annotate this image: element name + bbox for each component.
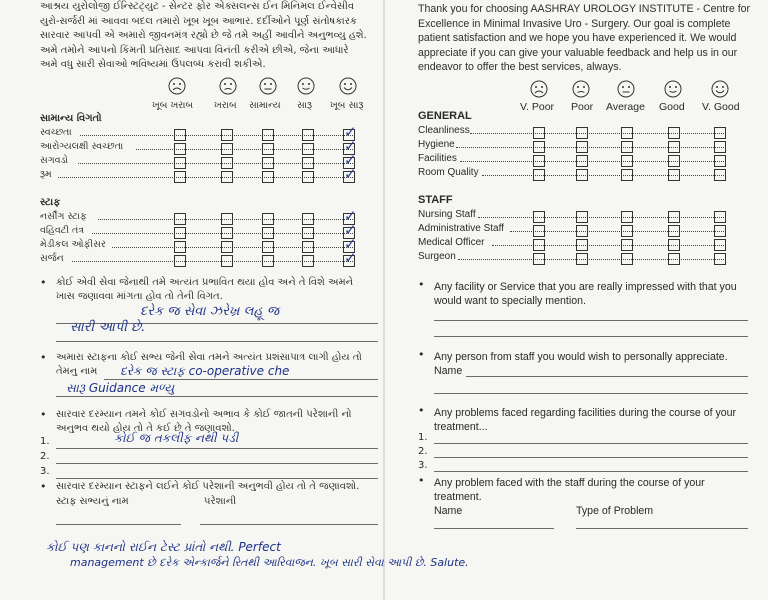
bullet-icon: • [40, 480, 47, 493]
very-happy-face-icon [339, 77, 357, 95]
general-row-label: રૂમ [40, 169, 52, 180]
rating-checkbox[interactable] [262, 129, 274, 141]
answer-line [434, 336, 748, 337]
rating-checkbox[interactable] [262, 143, 274, 155]
rating-checkbox[interactable] [174, 227, 186, 239]
q2-text: અમારા સ્ટાફના કોઈ સભ્ય જેની સેવા તમને અત્યંત પ્રશંસાપાત્ર લાગી હોય તો તેમનુ નામ [56, 352, 362, 377]
rating-checkbox[interactable] [262, 227, 274, 239]
intro-line: Excellence in Minimal Invasive Uro - Surgery. Our goal is complete [418, 17, 731, 30]
q3-answer-handwriting: કોઈ જ તકલીફ નથી પડી [114, 431, 239, 445]
dotted-leader [470, 133, 726, 134]
happy-face-icon [664, 80, 682, 98]
dotted-leader [136, 149, 355, 150]
staff-row-label: Medical Officer [418, 237, 485, 248]
staff-row-label: સર્જન [40, 253, 64, 264]
q4-text: Any problem faced with the staff during the course of your treatment. [434, 477, 705, 503]
dotted-leader [112, 247, 355, 248]
neutral-face-icon [617, 80, 635, 98]
staff-row-label: મેડીકલ ઓફીસર [40, 239, 106, 250]
checkmark-icon: ✓ [344, 207, 357, 225]
staff-row-label: Surgeon [418, 251, 456, 262]
rating-checkbox[interactable] [262, 213, 274, 225]
rating-checkbox[interactable] [221, 129, 233, 141]
dotted-leader [482, 175, 726, 176]
rating-checkbox[interactable] [621, 253, 633, 265]
rating-checkbox[interactable] [174, 241, 186, 253]
rating-checkbox[interactable] [221, 143, 233, 155]
checkmark-icon: ✓ [344, 249, 357, 267]
general-row-label: સ્વચ્છતા [40, 127, 72, 138]
intro-line: endeavor to offer the best services, always. [418, 61, 622, 74]
rating-checkbox[interactable] [576, 253, 588, 265]
sad-face-icon [572, 80, 590, 98]
general-section-title: GENERAL [418, 110, 472, 122]
rating-checkbox[interactable] [714, 211, 726, 223]
rating-checkbox[interactable] [668, 225, 680, 237]
list-number: 1. [418, 432, 428, 443]
general-row-label: Facilities [418, 153, 457, 164]
rating-checkbox[interactable] [668, 211, 680, 223]
rating-checkbox[interactable] [302, 227, 314, 239]
rating-checkbox[interactable] [174, 171, 186, 183]
general-section-title: સામાન્ય વિગતો [40, 113, 102, 124]
rating-checkbox[interactable] [576, 169, 588, 181]
dotted-leader [492, 245, 726, 246]
rating-checkbox[interactable] [621, 211, 633, 223]
general-row-label: આરોગ્યલક્ષી સ્વચ્છતા [40, 141, 124, 152]
list-number: 2. [418, 446, 428, 457]
q2-text: Any person from staff you would wish to personally appreciate. Name [434, 351, 728, 377]
staff-row-label: નર્સીંગ સ્ટાફ [40, 211, 87, 222]
rating-checkbox[interactable] [302, 171, 314, 183]
answer-line [56, 396, 378, 397]
rating-checkbox[interactable] [714, 239, 726, 251]
rating-label-average: સામાન્ય [249, 100, 281, 111]
checkmark-icon: ✓ [344, 123, 357, 141]
checkmark-icon: ✓ [344, 137, 357, 155]
rating-checkbox[interactable] [533, 239, 545, 251]
rating-checkbox[interactable] [668, 239, 680, 251]
dotted-leader [460, 161, 726, 162]
rating-checkbox[interactable] [621, 225, 633, 237]
staff-row-label: Nursing Staff [418, 209, 476, 220]
bullet-icon: • [40, 408, 47, 421]
staff-row-label: વહિવટી તંત્ર [40, 225, 85, 236]
answer-line [466, 376, 748, 377]
list-number: 1. [40, 436, 50, 447]
intro-line: યુરો-સર્જરી માં આવવા બદલ તમારો ખૂબ ખૂબ આભાર. દર્દીઓને પૂર્ણ સંતોષકારક [40, 15, 357, 27]
rating-checkbox[interactable] [621, 169, 633, 181]
rating-checkbox[interactable] [174, 129, 186, 141]
bullet-icon: • [418, 278, 425, 291]
rating-checkbox[interactable] [533, 141, 545, 153]
rating-checkbox[interactable] [668, 141, 680, 153]
answer-line [434, 393, 748, 394]
rating-checkbox[interactable] [221, 227, 233, 239]
rating-checkbox[interactable] [533, 253, 545, 265]
bullet-icon: • [418, 474, 425, 487]
answer-line [434, 320, 748, 321]
very-happy-face-icon [711, 80, 729, 98]
rating-checkbox[interactable] [302, 157, 314, 169]
checkmark-icon: ✓ [344, 151, 357, 169]
answer-line [434, 471, 748, 472]
general-row-label: Cleanliness [418, 125, 470, 136]
bottom-note-handwriting: કોઈ પણ કાનનો રાઈન ટેસ્ટ પ્રાંતો નથી. Perfect [46, 540, 281, 554]
rating-checkbox[interactable] [262, 255, 274, 267]
intro-line: patient satisfaction and we hope you have experienced it. We would [418, 32, 737, 45]
rating-checkbox[interactable] [533, 211, 545, 223]
answer-line [576, 528, 748, 529]
staff-member-name-label: સ્ટાફ સભ્યનું નામ [56, 496, 129, 507]
very-sad-face-icon [168, 77, 186, 95]
rating-checkbox[interactable] [302, 213, 314, 225]
q1-answer-handwriting: દરેક જ સેવા ઝરેખ્ર લહૂ જ [140, 304, 280, 319]
intro-line: અમે તમોને આપનો કિંમતી પ્રતિસાદ આપવા વિનંતી કરીએ છીએ, જેના આધારે [40, 44, 349, 56]
english-intro [418, 2, 758, 75]
rating-checkbox[interactable] [714, 169, 726, 181]
general-row-label: સગવડો [40, 155, 69, 166]
staff-section-title: STAFF [418, 194, 453, 206]
q1-text: કોઈ એવી સેવા જેનાથી તમે અત્યંત પ્રભાવિત થયા હોવ અને તે વિશે અમને ખાસ જણાવવા માંગતા હોવ તો તેની વિગત. [56, 277, 354, 302]
answer-line [434, 443, 748, 444]
answer-line [56, 341, 378, 342]
rating-checkbox[interactable] [714, 253, 726, 265]
intro-line: અમે વધુ સારી સેવાઓ ભવિષ્યમાં ઉપલબ્ધ કરાવી શકીએ. [40, 59, 266, 70]
rating-checkbox[interactable] [668, 169, 680, 181]
rating-label-poor: Poor [571, 101, 594, 113]
q2-answer-handwriting: સારૂ Guidance મળ્યુ [66, 381, 175, 395]
rating-checkbox[interactable] [302, 255, 314, 267]
checkmark-icon: ✓ [344, 221, 357, 239]
rating-checkbox[interactable] [576, 127, 588, 139]
intro-line: સારવાર આપવી એ અમારો જીવનમંત્ર રહ્યો છે જે તમે અહીં આવીને અનુભવ્યુ હશે. [40, 30, 367, 41]
rating-checkbox[interactable] [221, 157, 233, 169]
rating-checkbox[interactable] [302, 241, 314, 253]
rating-checkbox[interactable] [621, 141, 633, 153]
rating-checkbox[interactable] [262, 241, 274, 253]
q1-answer-handwriting: સારી આપી છે. [70, 320, 146, 335]
dotted-leader [456, 147, 726, 148]
rating-checkbox[interactable] [221, 255, 233, 267]
q2-answer-handwriting: દરેક જ સ્ટાફ co-operative che [120, 364, 290, 378]
rating-label-very-bad: ખૂબ ખરાબ [152, 100, 194, 111]
answer-line [56, 448, 378, 449]
answer-line [56, 463, 378, 464]
rating-checkbox[interactable] [533, 225, 545, 237]
rating-label-average: Average [606, 101, 645, 113]
rating-label-very-poor: V. Poor [520, 101, 555, 113]
dotted-leader [458, 259, 726, 260]
intro-line: Thank you for choosing AASHRAY UROLOGY INSTITUTE - Centre for [418, 3, 751, 15]
bullet-icon: • [40, 351, 47, 364]
staff-name-label: Name [434, 505, 463, 517]
rating-checkbox[interactable] [576, 225, 588, 237]
answer-line [104, 379, 378, 380]
rating-label-good: સારૂ [297, 100, 313, 111]
happy-face-icon [297, 77, 315, 95]
dotted-leader [478, 217, 726, 218]
rating-checkbox[interactable] [174, 213, 186, 225]
answer-line [56, 524, 181, 525]
rating-checkbox[interactable] [533, 155, 545, 167]
intro-line: આશ્રય યુરોલોજી ઈન્સ્ટિટ્યુટ - સેન્ટર ફોર એક્સલન્સ ઈન મિનિમલ ઈન્વેસીવ [40, 1, 355, 12]
bullet-icon: • [40, 276, 47, 289]
rating-checkbox[interactable] [174, 143, 186, 155]
bottom-note-handwriting: management છે દરેક એન્કાર્જને રિતથી આરિવાજન. ખૂબ સારી સેવા આપી છે. Salute. [70, 556, 469, 569]
general-row-label: Room Quality [418, 167, 479, 178]
rating-label-good: Good [659, 101, 685, 113]
rating-checkbox[interactable] [576, 141, 588, 153]
rating-checkbox[interactable] [533, 169, 545, 181]
rating-checkbox[interactable] [668, 127, 680, 139]
q4-text: સારવાર દરમ્યાન સ્ટાફને લઈને કોઈ પરેશાની અનુભવી હોય તો તે જણાવશો. [56, 481, 360, 492]
rating-label-bad: ખરાબ [214, 100, 237, 111]
neutral-face-icon [259, 77, 277, 95]
q3-text: સારવાર દરમ્યાન તમને કોઈ સગવડોનો અભાવ કે કોઈ જાતની પરેશાની નો અનુભવ થયો હોય તો તે કઈ છે તે જણાવશો. [56, 409, 352, 434]
rating-checkbox[interactable] [576, 211, 588, 223]
rating-checkbox[interactable] [714, 141, 726, 153]
rating-checkbox[interactable] [174, 157, 186, 169]
rating-checkbox[interactable] [714, 127, 726, 139]
bullet-icon: • [418, 348, 425, 361]
bullet-icon: • [418, 404, 425, 417]
rating-checkbox[interactable] [174, 255, 186, 267]
list-number: 3. [418, 460, 428, 471]
staff-row-label: Administrative Staff [418, 223, 504, 234]
rating-checkbox[interactable] [221, 213, 233, 225]
rating-label-very-good: ખૂબ સારૂ [330, 100, 364, 111]
list-number: 3. [40, 466, 50, 477]
rating-checkbox[interactable] [262, 157, 274, 169]
answer-line [434, 457, 748, 458]
rating-checkbox[interactable] [668, 253, 680, 265]
q3-text: Any problems faced regarding facilities during the course of your treatment... [434, 407, 737, 433]
rating-checkbox[interactable] [621, 239, 633, 251]
answer-line [434, 528, 554, 529]
rating-checkbox[interactable] [576, 155, 588, 167]
general-row-label: Hygiene [418, 139, 455, 150]
checkmark-icon: ✓ [344, 235, 357, 253]
page-fold [383, 0, 385, 600]
problem-label: પરેશાની [204, 496, 237, 507]
intro-line: appreciate if you can give your valuable feedback and help us in our [418, 46, 738, 59]
rating-checkbox[interactable] [668, 155, 680, 167]
gujarati-intro [40, 0, 380, 73]
answer-line [200, 524, 378, 525]
rating-checkbox[interactable] [221, 241, 233, 253]
rating-checkbox[interactable] [262, 171, 274, 183]
staff-section-title: સ્ટાફ [40, 197, 61, 208]
rating-checkbox[interactable] [221, 171, 233, 183]
rating-label-very-good: V. Good [702, 101, 740, 113]
rating-checkbox[interactable] [621, 155, 633, 167]
problem-type-label: Type of Problem [576, 505, 654, 517]
rating-checkbox[interactable] [533, 127, 545, 139]
answer-line [56, 478, 378, 479]
rating-checkbox[interactable] [621, 127, 633, 139]
rating-checkbox[interactable] [302, 129, 314, 141]
q1-text: Any facility or Service that you are really impressed with that you would want to specially mention. [434, 281, 737, 307]
rating-checkbox[interactable] [714, 155, 726, 167]
very-sad-face-icon [530, 80, 548, 98]
list-number: 2. [40, 451, 50, 462]
checkmark-icon: ✓ [344, 165, 357, 183]
sad-face-icon [219, 77, 237, 95]
rating-checkbox[interactable] [576, 239, 588, 251]
rating-checkbox[interactable] [714, 225, 726, 237]
rating-checkbox[interactable] [302, 143, 314, 155]
